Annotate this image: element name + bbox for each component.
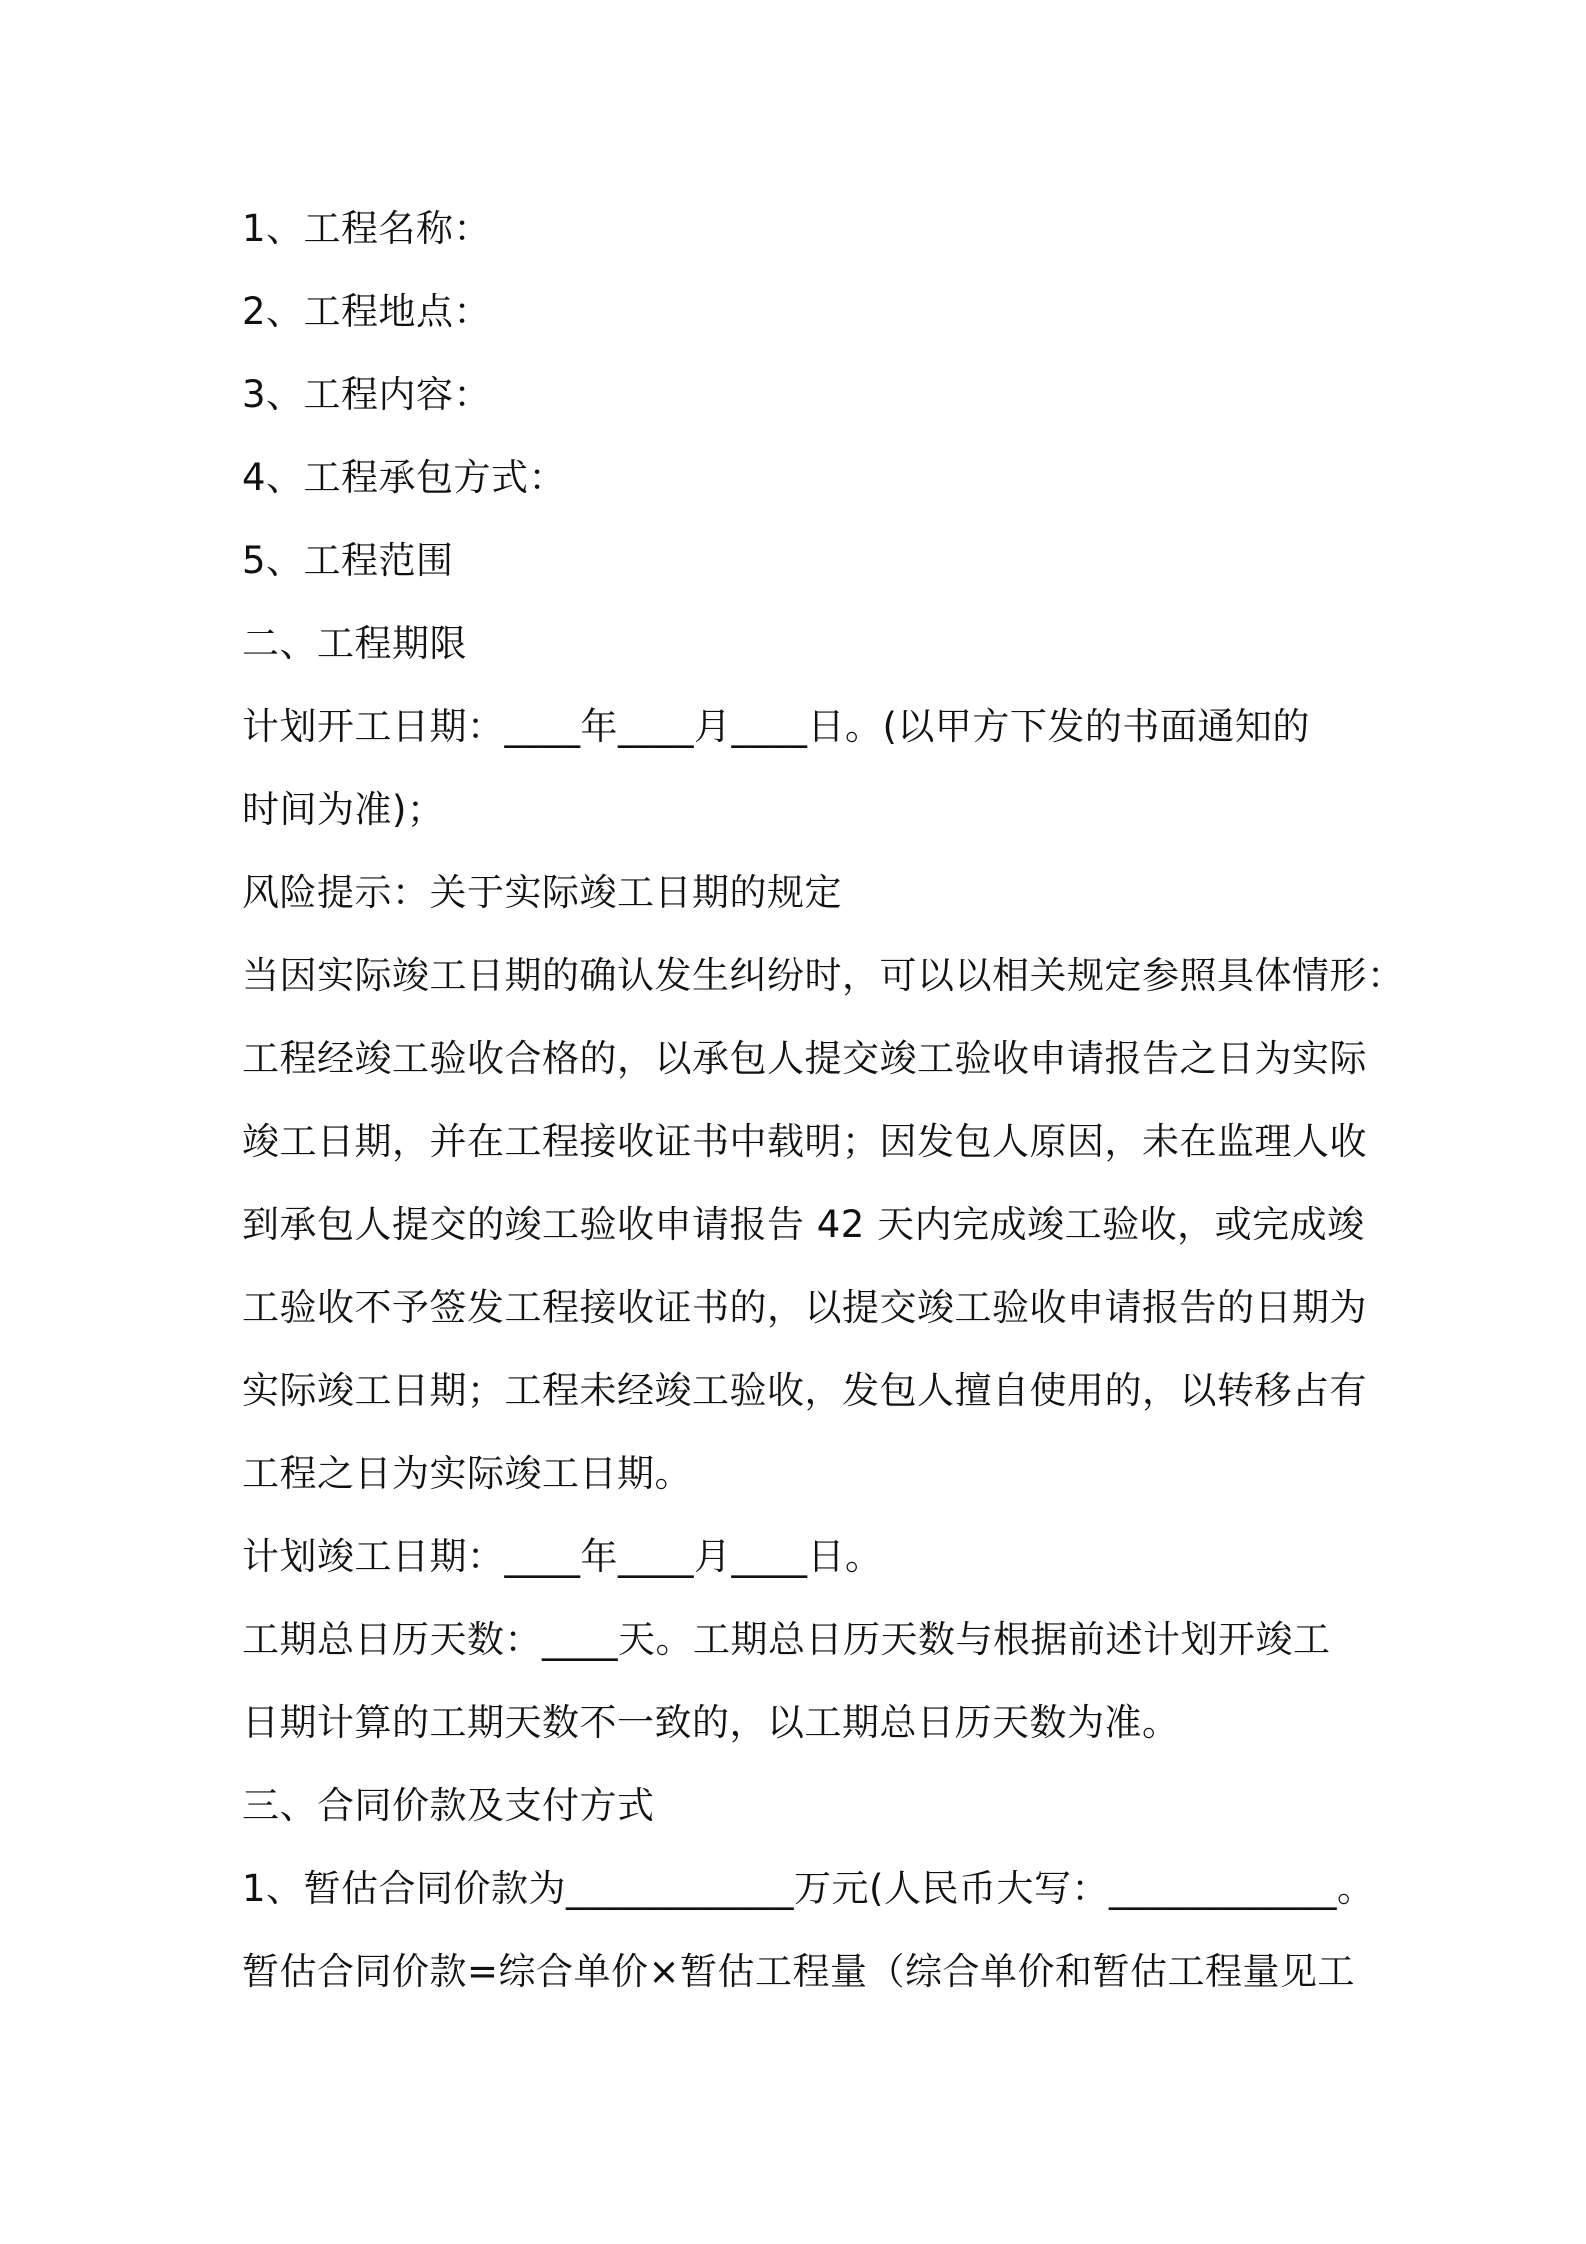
paragraph-line: 当因实际竣工日期的确认发生纠纷时，可以以相关规定参照具体情形：: [242, 954, 1405, 997]
item-project-name: 1、工程名称：: [242, 207, 492, 250]
item-contract-method: 4、工程承包方式：: [242, 456, 567, 499]
paragraph-line: 工程之日为实际竣工日期。: [242, 1452, 692, 1495]
item-project-location: 2、工程地点：: [242, 290, 492, 333]
paragraph-line: 计划开工日期：____年____月____日。(以甲方下发的书面通知的: [242, 705, 1310, 748]
paragraph-line: 工程经竣工验收合格的，以承包人提交竣工验收申请报告之日为实际: [242, 1037, 1367, 1080]
item-project-scope: 5、工程范围: [242, 539, 454, 582]
section-heading-price: 三、合同价款及支付方式: [242, 1784, 655, 1827]
paragraph-line: 竣工日期，并在工程接收证书中载明；因发包人原因，未在监理人收: [242, 1120, 1367, 1163]
section-heading-duration: 二、工程期限: [242, 622, 467, 665]
paragraph-line: 时间为准)；: [242, 788, 445, 831]
paragraph-line: 1、暂估合同价款为____________万元(人民币大写：____________。: [242, 1867, 1375, 1910]
paragraph-line: 到承包人提交的竣工验收申请报告 42 天内完成竣工验收，或完成竣: [242, 1203, 1365, 1246]
item-project-content: 3、工程内容：: [242, 373, 492, 416]
paragraph-line: 工验收不予签发工程接收证书的，以提交竣工验收申请报告的日期为: [242, 1286, 1367, 1329]
paragraph-line: 工期总日历天数：____天。工期总日历天数与根据前述计划开竣工: [242, 1618, 1331, 1661]
paragraph-line: 暂估合同价款=综合单价×暂估工程量（综合单价和暂估工程量见工: [242, 1950, 1356, 1993]
risk-note-heading: 风险提示：关于实际竣工日期的规定: [242, 871, 842, 914]
paragraph-line: 实际竣工日期；工程未经竣工验收，发包人擅自使用的，以转移占有: [242, 1369, 1367, 1412]
planned-completion-date: 计划竣工日期：____年____月____日。: [242, 1535, 883, 1578]
paragraph-line: 日期计算的工期天数不一致的，以工期总日历天数为准。: [242, 1701, 1180, 1744]
